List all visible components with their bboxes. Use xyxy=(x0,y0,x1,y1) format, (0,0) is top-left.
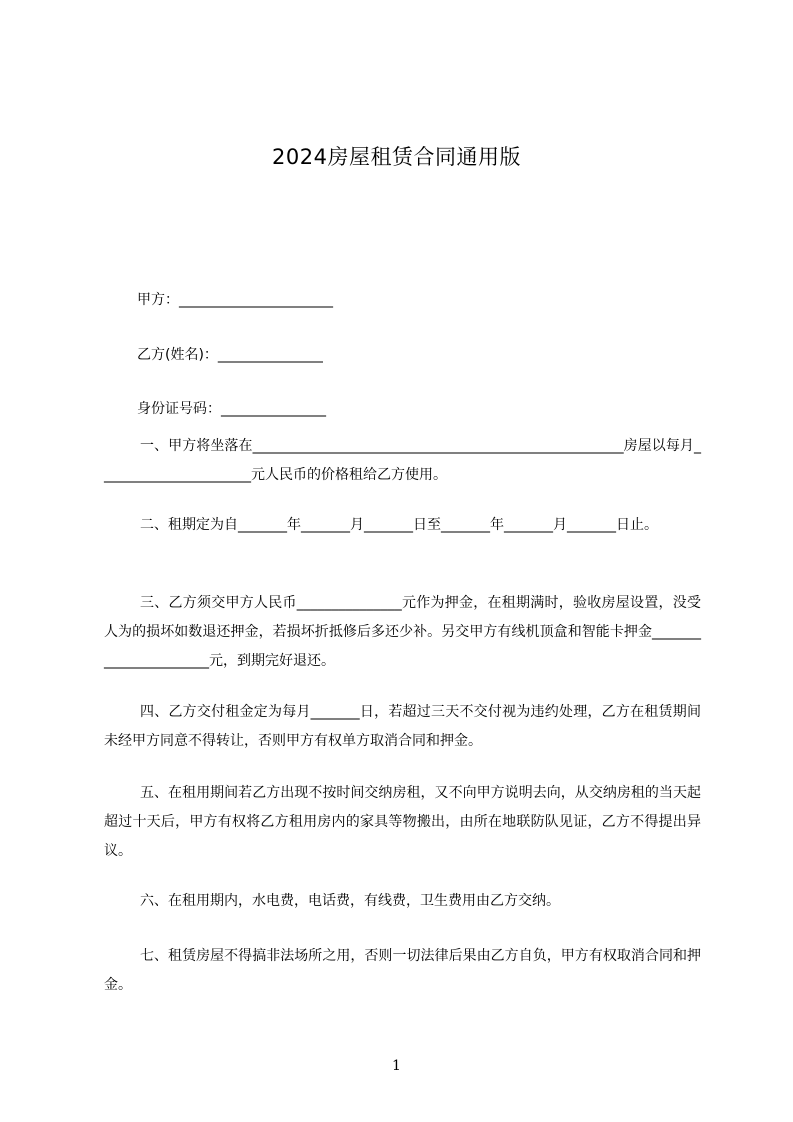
clause-2: 二、租期定为自_______年_______月_______日至_______年_______月_______日止。 xyxy=(140,517,658,533)
clause-3: 三、乙方须交甲方人民币_______________元作为押金，在租期满时，验收房屋设置，没受人为的损坏如数退还押金，若损坏折抵修后多还少补。另交甲方有线机顶盒和智能卡押金______________________元，到期完好退还。 xyxy=(104,595,701,669)
page-number: 1 xyxy=(392,1058,401,1074)
clause-4: 四、乙方交付租金定为每月_______日，若超过三天不交付视为违约处理，乙方在租赁期间未经甲方同意不得转让，否则甲方有权单方取消合同和押金。 xyxy=(104,704,701,749)
clause-7: 七、租赁房屋不得搞非法场所之用，否则一切法律后果由乙方自负，甲方有权取消合同和押金。 xyxy=(104,948,701,993)
party-a-field: 甲方：______________________ xyxy=(137,292,333,308)
document-title: 2024房屋租赁合同通用版 xyxy=(272,145,521,169)
id-number-field: 身份证号码：_______________ xyxy=(137,401,326,417)
clause-6: 六、在租用期内，水电费，电话费，有线费，卫生费用由乙方交纳。 xyxy=(140,893,560,909)
clause-1: 一、甲方将坐落在_____________________________________________________房屋以每月______________________元人民币的价格租给乙方使用。 xyxy=(104,438,701,483)
clause-5: 五、在租用期间若乙方出现不按时间交纳房租，又不向甲方说明去向，从交纳房租的当天起超过十天后，甲方有权将乙方租用房内的家具等物搬出，由所在地联防队见证，乙方不得提出异议。 xyxy=(104,785,701,859)
party-b-name-field: 乙方(姓名)：_______________ xyxy=(137,347,323,363)
